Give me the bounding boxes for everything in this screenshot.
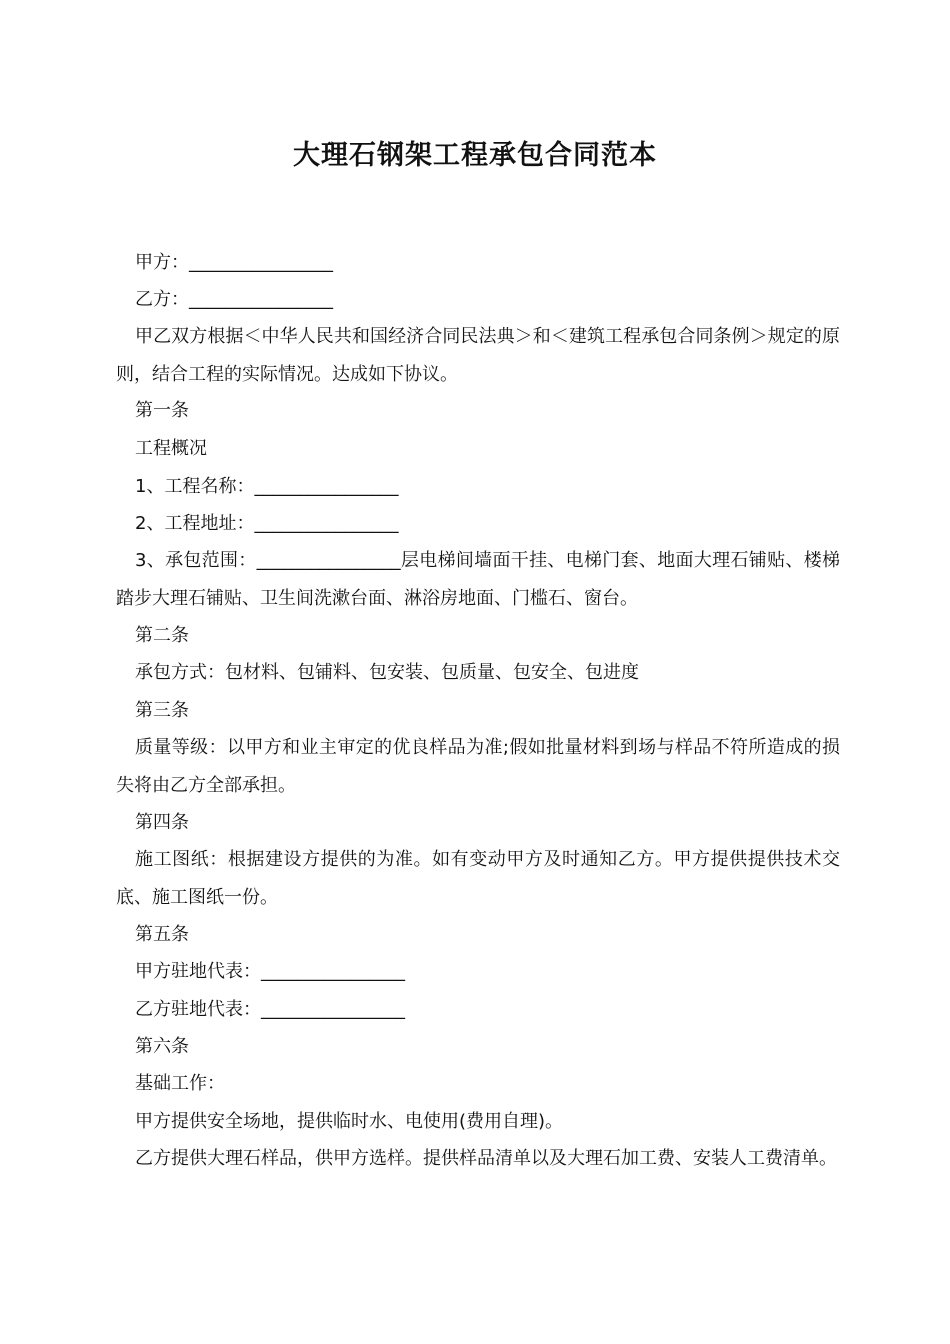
party-a-representative-line: 甲方驻地代表：________________	[135, 961, 405, 982]
project-overview-heading: 工程概况	[135, 438, 207, 459]
drawings-paragraph: 施工图纸：根据建设方提供的为准。如有变动甲方及时通知乙方。甲方提供提供技术交底、施工图纸一份。	[116, 849, 840, 908]
article-1-heading: 第一条	[135, 400, 189, 421]
article-3-heading: 第三条	[135, 700, 189, 721]
document-title: 大理石钢架工程承包合同范本	[293, 140, 657, 171]
article-2-heading: 第二条	[135, 625, 189, 646]
article-4-heading: 第四条	[135, 812, 189, 833]
contract-method-line: 承包方式：包材料、包铺料、包安装、包质量、包安全、包进度	[135, 662, 639, 683]
scope-paragraph: 3、承包范围：________________层电梯间墙面干挂、电梯门套、地面大理石铺贴、楼梯踏步大理石铺贴、卫生间洗漱台面、淋浴房地面、门槛石、窗台。	[116, 550, 840, 609]
basic-work-heading: 基础工作：	[135, 1073, 225, 1094]
party-a-duty-line: 甲方提供安全场地，提供临时水、电使用(费用自理)。	[135, 1111, 564, 1132]
project-address-line: 2、工程地址：________________	[135, 513, 399, 534]
party-a-line: 甲方：________________	[135, 252, 333, 273]
article-5-heading: 第五条	[135, 924, 189, 945]
article-6-heading: 第六条	[135, 1036, 189, 1057]
party-b-line: 乙方：________________	[135, 289, 333, 310]
project-name-line: 1、工程名称：________________	[135, 476, 399, 497]
quality-paragraph: 质量等级：以甲方和业主审定的优良样品为准;假如批量材料到场与样品不符所造成的损失将由乙方全部承担。	[116, 737, 840, 796]
party-b-representative-line: 乙方驻地代表：________________	[135, 999, 405, 1020]
preamble-paragraph: 甲乙双方根据＜中华人民共和国经济合同民法典＞和＜建筑工程承包合同条例＞规定的原则，结合工程的实际情况。达成如下协议。	[116, 326, 840, 385]
party-b-duty-paragraph: 乙方提供大理石样品，供甲方选样。提供样品清单以及大理石加工费、安装人工费清单。	[135, 1148, 837, 1169]
